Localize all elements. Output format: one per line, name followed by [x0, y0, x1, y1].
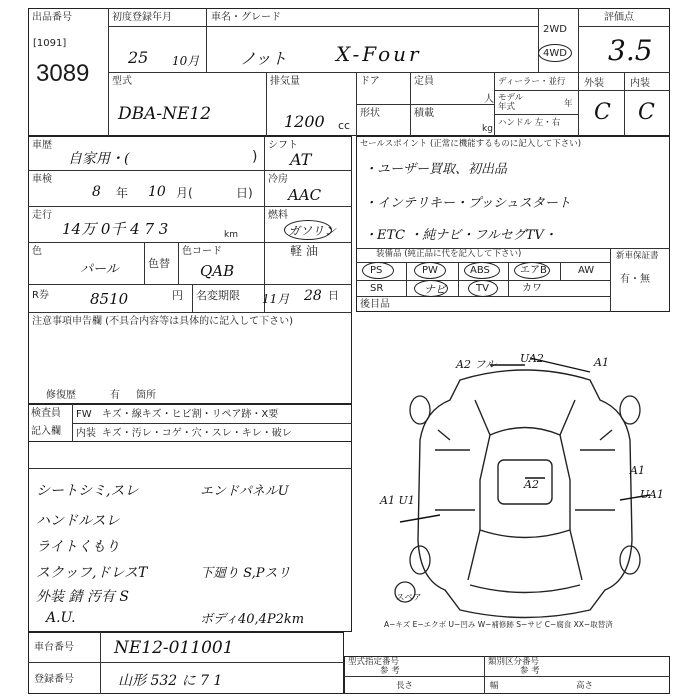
- repair-label: 修復歴: [46, 390, 76, 401]
- mileage-value: 14万 0千 4 7 3: [62, 220, 169, 238]
- diagram-label-a2: A2 フル: [456, 358, 496, 371]
- person-unit: 人: [484, 94, 494, 105]
- type-sub: 参 考: [380, 666, 400, 676]
- fuel-label: 燃料: [268, 210, 288, 221]
- repair-value: 有: [110, 390, 120, 401]
- inspector-int-items: キズ・汚レ・コゲ・穴・スレ・キレ・破レ: [102, 428, 292, 439]
- equip-ps: PS: [370, 265, 383, 276]
- sales-line-1: ・ユーザー買取、初出品: [364, 162, 508, 177]
- model-year-label: モデル年式: [498, 93, 524, 112]
- sales-points-title: セールスポイント (正常に機能するものに記入して下さい): [360, 139, 582, 149]
- mileage-unit: km: [224, 230, 238, 240]
- dealer-label: ディーラー・並行: [498, 77, 566, 87]
- diagram-label-a1-top: A1: [594, 356, 609, 369]
- plate-label: 登録番号: [34, 674, 74, 685]
- remark-left-3: ライトくもり: [36, 539, 120, 555]
- ac-label: 冷房: [268, 174, 288, 185]
- warranty-value: 有・無: [620, 274, 650, 285]
- diagram-legend: A−キズ E−エクボ U−凹み W−補修跡 S−サビ C−腐食 XX−取替済: [384, 620, 613, 629]
- chassis-value: NE12-011001: [114, 638, 234, 658]
- notes-title: 注意事項申告欄 (不具合内容等は具体的に記入して下さい): [32, 316, 293, 327]
- rear-seat-label: 後目品: [360, 299, 390, 310]
- remark-left-5: 外装 錆 汚有 S: [36, 589, 129, 605]
- equip-navi-circle: [414, 280, 448, 297]
- equip-tv: TV: [476, 283, 489, 294]
- fuel-diesel: 軽 油: [290, 244, 318, 258]
- equip-tv-circle: [468, 280, 498, 297]
- shape-label: 形状: [360, 108, 380, 119]
- lot-number: 3089: [36, 60, 90, 87]
- door-label: ドア: [360, 76, 380, 87]
- expire-label: 名変期限: [196, 289, 240, 302]
- shift-value: AT: [290, 150, 312, 169]
- score-value: 3.5: [608, 34, 653, 67]
- length-label: 長さ: [396, 681, 414, 691]
- inspector-label-1: 検査員: [31, 408, 61, 419]
- equip-leather: カワ: [522, 283, 542, 294]
- model-label: 型式: [112, 76, 132, 87]
- shift-label: シフト: [268, 140, 298, 151]
- remark-right-3: ボディ40,4P2km: [200, 612, 305, 627]
- chassis-label: 車台番号: [34, 642, 74, 653]
- inspection-day-unit: 日): [236, 186, 253, 200]
- lot-label: 出品番号: [32, 12, 72, 23]
- equip-aw: AW: [578, 265, 595, 276]
- drive-4wd: 4WD: [543, 48, 567, 59]
- sales-line-3: ・ETC ・純ナビ・フルセグTV・: [364, 228, 557, 243]
- drive-2wd: 2WD: [543, 24, 567, 35]
- load-label: 積載: [414, 108, 434, 119]
- equip-navi: ナビ: [424, 283, 446, 296]
- sales-line-2: ・インテリキー・プッシュスタート: [364, 196, 571, 211]
- fuel-gasoline: ガソリン: [288, 224, 337, 238]
- warranty-label: 新車保証書: [616, 251, 659, 261]
- repair-parts: 箇所: [136, 390, 156, 401]
- class-label: 類別区分番号: [488, 657, 540, 667]
- diagram-label-a2-center: A2: [524, 478, 539, 491]
- disp-label: 排気量: [270, 76, 300, 87]
- car-name: ノット: [240, 49, 287, 68]
- equip-pw: PW: [422, 265, 438, 276]
- remark-left-4: スクッフ,ドレスT: [36, 565, 148, 581]
- equip-ps-circle: [362, 262, 394, 279]
- height-label: 高さ: [576, 681, 594, 691]
- remark-left-1: シートシミ,スレ: [36, 483, 139, 499]
- equip-airbag-circle: [514, 262, 550, 279]
- reg-year: 25: [128, 48, 149, 67]
- grade: X-Four: [336, 42, 422, 66]
- lot-code: [1091]: [33, 38, 67, 49]
- score-label: 評価点: [604, 12, 634, 23]
- model-value: DBA-NE12: [118, 104, 212, 124]
- inspection-year-unit: 年: [116, 186, 129, 200]
- ac-value: AAC: [288, 186, 322, 204]
- equip-pw-circle: [414, 262, 446, 279]
- disp-unit: cc: [338, 119, 351, 132]
- vehicle-info-table: [28, 136, 352, 404]
- diagram-label-a1-left: A1 U1: [380, 494, 415, 507]
- repaint-label: 色替: [148, 257, 170, 270]
- day-unit: 日: [328, 289, 339, 302]
- color-value: パール: [80, 262, 119, 277]
- equip-abs-circle: [464, 262, 500, 279]
- inspector-label-2: 記入欄: [31, 426, 61, 437]
- reg-month: 10月: [172, 54, 200, 68]
- inspection-label: 車検: [32, 174, 52, 185]
- inspector-int-label: 内装: [76, 428, 96, 439]
- int-label: 内装: [630, 78, 650, 89]
- inspection-month: 10: [148, 184, 166, 200]
- plate-value: 山形 532 に 7 1: [118, 673, 223, 689]
- diagram-label-a1-right: A1: [630, 464, 645, 477]
- kg-unit: kg: [482, 124, 493, 134]
- name-label: 車名・グレード: [211, 12, 281, 23]
- color-code-label: 色コード: [182, 246, 222, 257]
- reg-label: 初度登録年月: [112, 12, 172, 23]
- inspection-month-unit: 月(: [176, 186, 193, 200]
- inspection-year: 8: [92, 184, 101, 200]
- recycle-label: R券: [32, 290, 49, 301]
- diagram-spare-label: スペア: [396, 593, 422, 603]
- type-label: 型式指定番号: [348, 657, 400, 667]
- remark-right-2: 下廻り S,Pスリ: [200, 566, 291, 581]
- int-grade: C: [638, 100, 655, 125]
- year-unit: 年: [564, 99, 573, 109]
- diagram-label-ua1: UA1: [640, 488, 664, 501]
- diagram-label-ua2: UA2: [520, 352, 544, 365]
- equipment-title: 装備品 (純正品に代を記入して下さい): [376, 249, 522, 259]
- ext-grade: C: [594, 100, 611, 125]
- yen-unit: 円: [172, 289, 183, 302]
- expire-day: 28: [304, 288, 322, 304]
- equip-airbag: エアB: [520, 265, 547, 276]
- remark-left-6: A.U.: [46, 610, 76, 626]
- remark-left-2: ハンドルスレ: [36, 513, 120, 529]
- ext-label: 外装: [584, 78, 604, 89]
- history-value: 自家用・(: [68, 151, 130, 167]
- color-label: 色: [32, 246, 42, 257]
- history-label: 車歴: [32, 140, 52, 151]
- color-code: QAB: [200, 262, 235, 280]
- remark-right-1: エンドパネルU: [200, 484, 289, 499]
- inspector-fw-label: FW: [76, 409, 92, 420]
- recycle-value: 8510: [90, 290, 129, 308]
- width-label: 幅: [490, 681, 499, 691]
- equip-abs: ABS: [470, 265, 490, 276]
- history-close: ): [252, 149, 258, 165]
- capacity-label: 定員: [414, 76, 434, 87]
- inspector-fw-items: キズ・線キズ・ヒビ割・リペア跡・X要: [102, 409, 279, 420]
- disp-value: 1200: [284, 112, 325, 131]
- class-sub: 参 考: [520, 666, 540, 676]
- equip-sr: SR: [370, 283, 384, 294]
- mileage-label: 走行: [32, 210, 52, 221]
- expire-month: 11月: [262, 292, 290, 306]
- handle-label: ハンドル 左・右: [498, 118, 561, 128]
